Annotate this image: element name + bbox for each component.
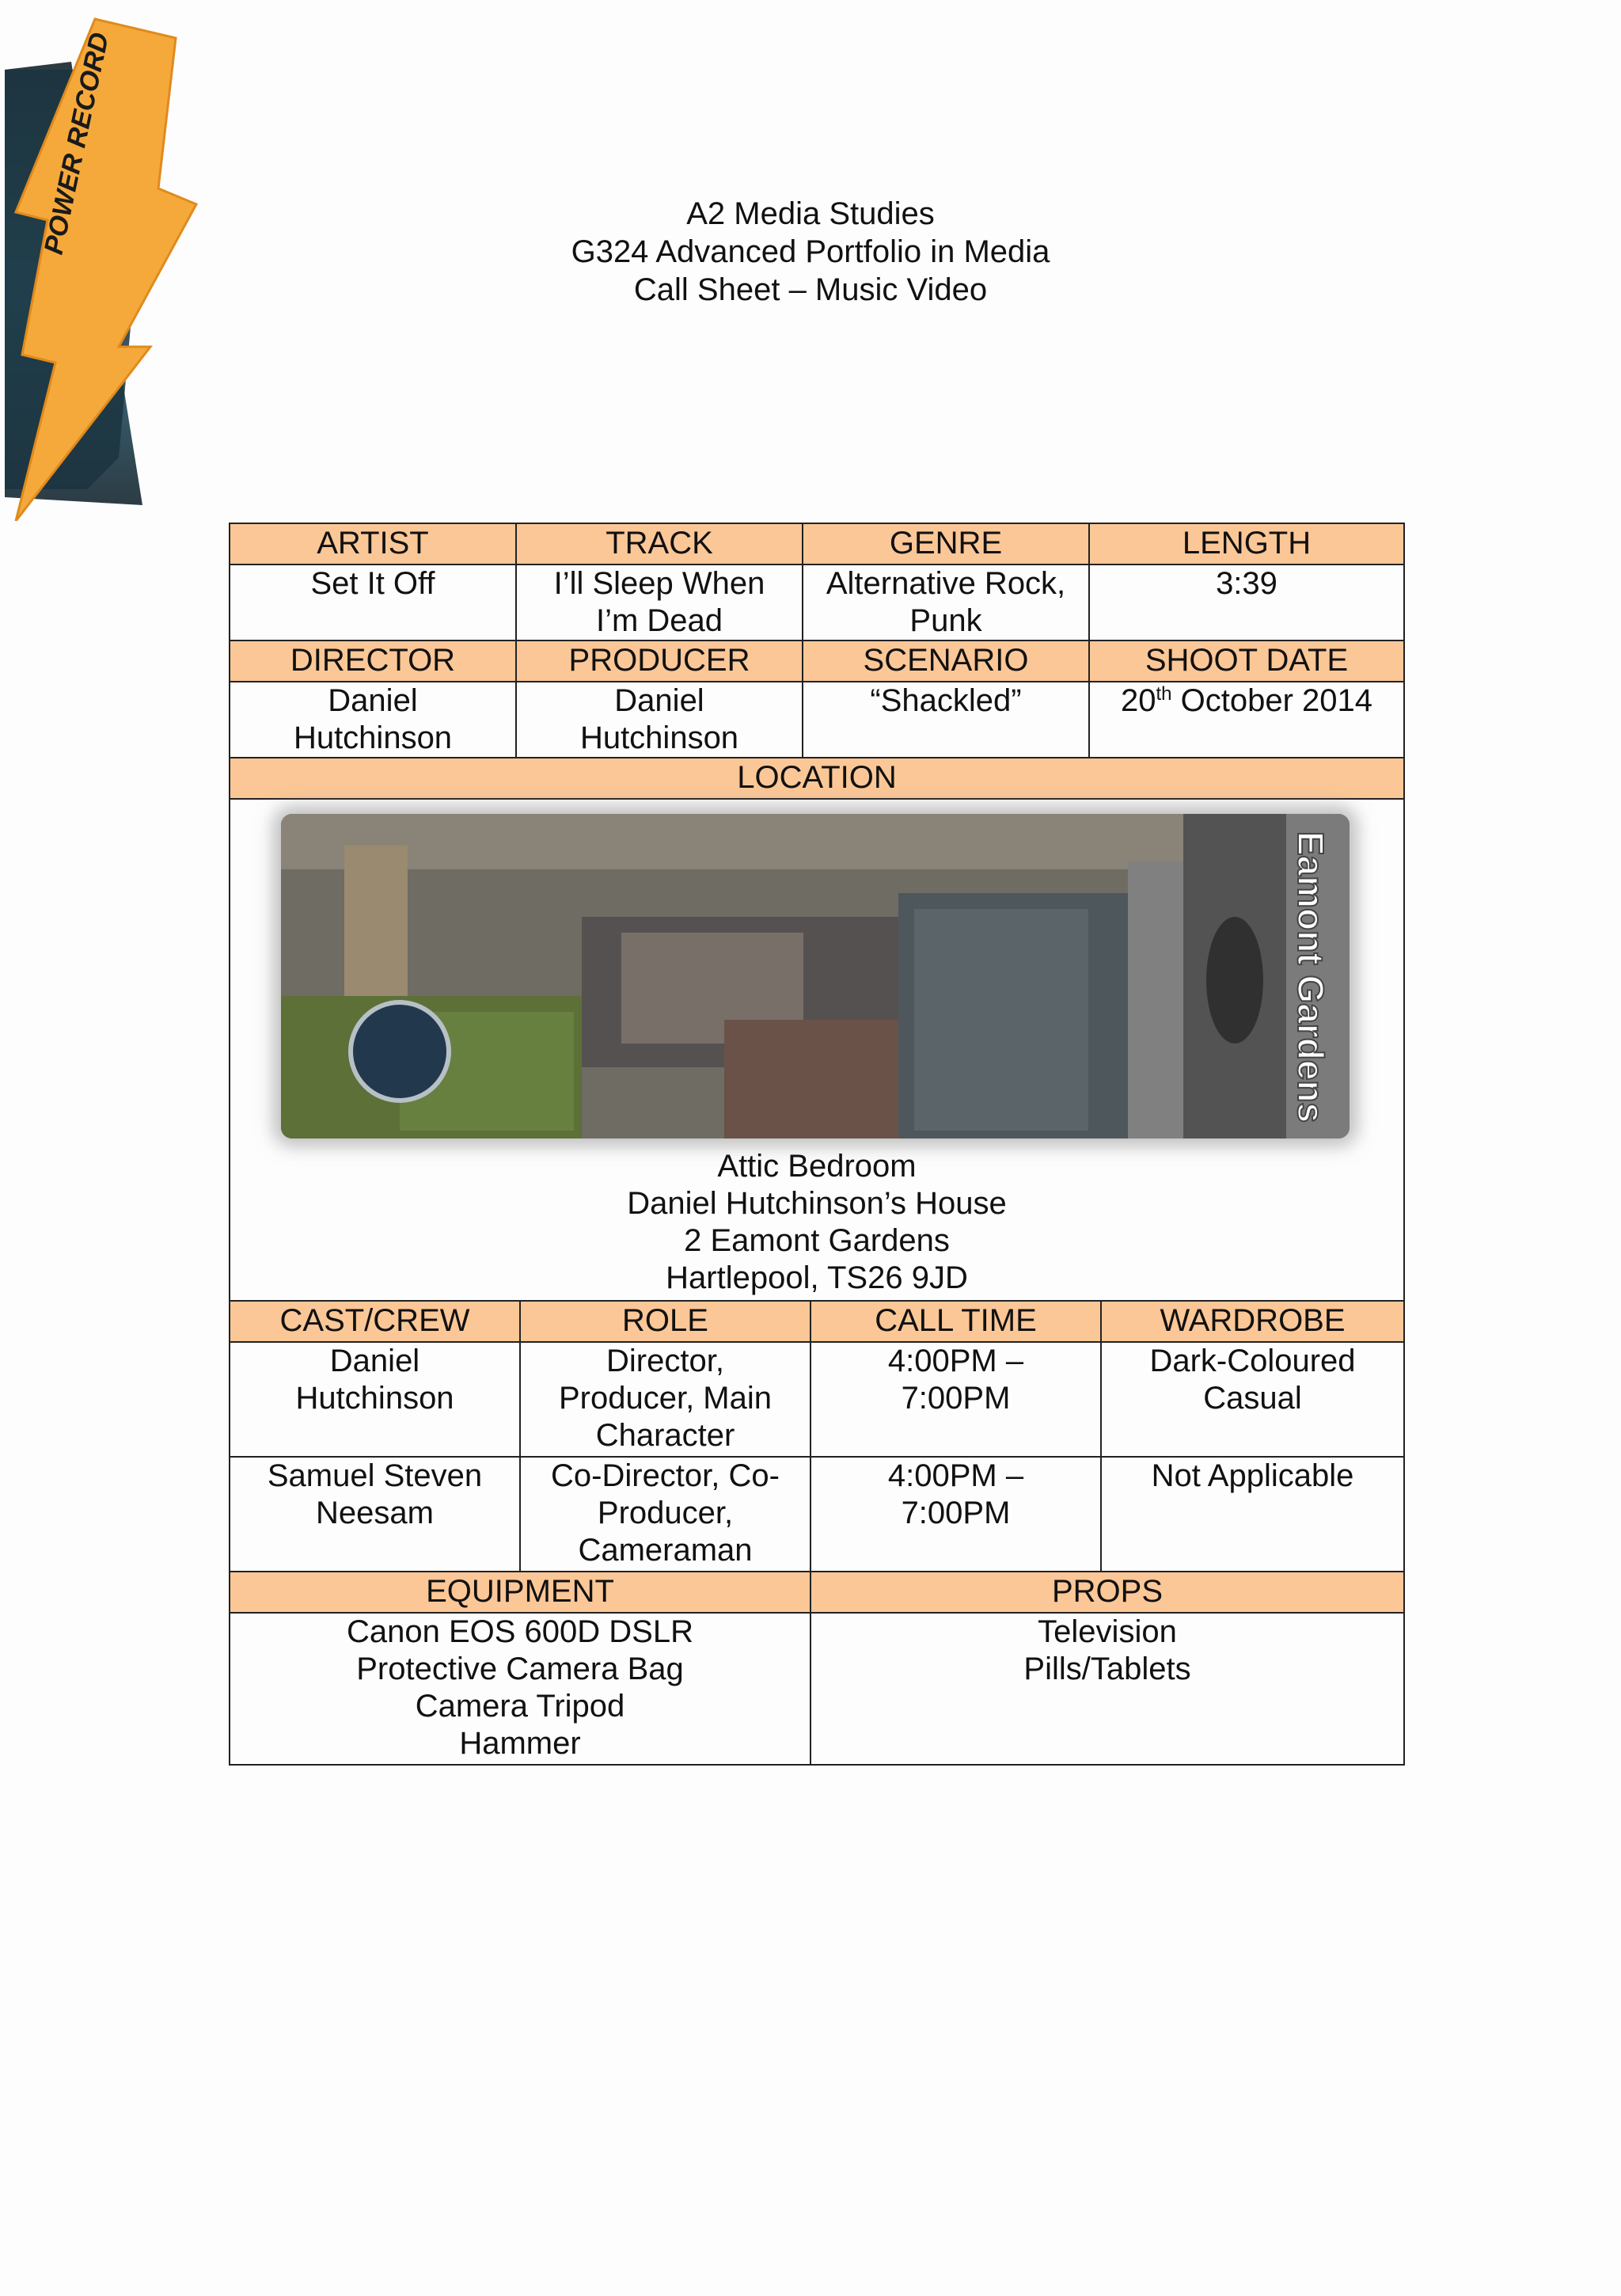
- info-header-row-1: [230, 524, 1403, 565]
- director-value: Daniel Hutchinson: [230, 682, 517, 757]
- equipment-header-row: [230, 1572, 1403, 1614]
- document-header: [0, 195, 1621, 309]
- equipment-row: [230, 1614, 1403, 1764]
- call-time-header: CALL TIME: [811, 1302, 1102, 1341]
- location-line-1: Attic Bedroom: [717, 1149, 917, 1184]
- producer-value: Daniel Hutchinson: [517, 682, 803, 757]
- list-item: Canon EOS 600D DSLR: [346, 1614, 693, 1649]
- crew-header-row: [230, 1302, 1403, 1343]
- aerial-map-image: [281, 814, 1350, 1138]
- crew-row: [230, 1458, 1403, 1572]
- info-values-row-1: [230, 565, 1403, 641]
- location-header-row: [230, 758, 1403, 800]
- genre-value: Alternative Rock, Punk: [803, 565, 1090, 640]
- wardrobe-header: WARDROBE: [1102, 1302, 1403, 1341]
- info-values-row-2: [230, 682, 1403, 758]
- crew-call-time: 4:00PM – 7:00PM: [811, 1458, 1102, 1571]
- producer-header: PRODUCER: [517, 641, 803, 681]
- list-item: Pills/Tablets: [1023, 1652, 1191, 1686]
- crew-wardrobe: Not Applicable: [1151, 1458, 1354, 1493]
- director-header: DIRECTOR: [230, 641, 517, 681]
- list-item: Camera Tripod: [415, 1689, 625, 1724]
- location-row: [230, 800, 1403, 1302]
- info-header-row-2: [230, 641, 1403, 682]
- header-line-2: G324 Advanced Portfolio in Media: [571, 234, 1050, 269]
- crew-row: [230, 1343, 1403, 1458]
- header-line-3: Call Sheet – Music Video: [633, 272, 988, 307]
- track-value: I’ll Sleep When I’m Dead: [517, 565, 803, 640]
- svg-text:Eamont Gardens: Eamont Gardens: [1290, 831, 1331, 1123]
- location-address: [230, 1148, 1403, 1297]
- scenario-header: SCENARIO: [803, 641, 1090, 681]
- scenario-value: “Shackled”: [803, 682, 1090, 757]
- list-item: Protective Camera Bag: [356, 1652, 684, 1686]
- equipment-list: [230, 1614, 811, 1764]
- location-line-3: 2 Eamont Gardens: [684, 1223, 950, 1258]
- crew-role: Director, Producer, Main Character: [521, 1343, 811, 1456]
- genre-header: GENRE: [803, 524, 1090, 564]
- shoot-date-header: SHOOT DATE: [1090, 641, 1403, 681]
- crew-call-time: 4:00PM – 7:00PM: [811, 1343, 1102, 1456]
- role-header: ROLE: [521, 1302, 811, 1341]
- crew-name: Daniel Hutchinson: [230, 1343, 521, 1456]
- call-sheet-table: [229, 523, 1405, 1766]
- artist-header: ARTIST: [230, 524, 517, 564]
- location-line-2: Daniel Hutchinson’s House: [627, 1186, 1007, 1221]
- length-value: 3:39: [1216, 566, 1277, 601]
- length-header: LENGTH: [1090, 524, 1403, 564]
- location-header: LOCATION: [230, 758, 1403, 798]
- svg-text:POWER RECORD: POWER RECORD: [38, 29, 116, 257]
- equipment-header: EQUIPMENT: [230, 1572, 811, 1612]
- list-item: Television: [1038, 1614, 1177, 1649]
- artist-value: Set It Off: [230, 565, 517, 640]
- crew-role: Co-Director, Co- Producer, Cameraman: [521, 1458, 811, 1571]
- crew-name: Samuel Steven Neesam: [230, 1458, 521, 1571]
- shoot-date-value: 20th October 2014: [1120, 683, 1372, 718]
- props-header: PROPS: [811, 1572, 1403, 1612]
- header-line-1: A2 Media Studies: [686, 196, 935, 231]
- list-item: Hammer: [459, 1726, 581, 1761]
- cast-crew-header: CAST/CREW: [230, 1302, 521, 1341]
- props-list: [811, 1614, 1403, 1764]
- track-header: TRACK: [517, 524, 803, 564]
- location-line-4: Hartlepool, TS26 9JD: [666, 1260, 968, 1295]
- crew-wardrobe: Dark-Coloured Casual: [1149, 1344, 1356, 1416]
